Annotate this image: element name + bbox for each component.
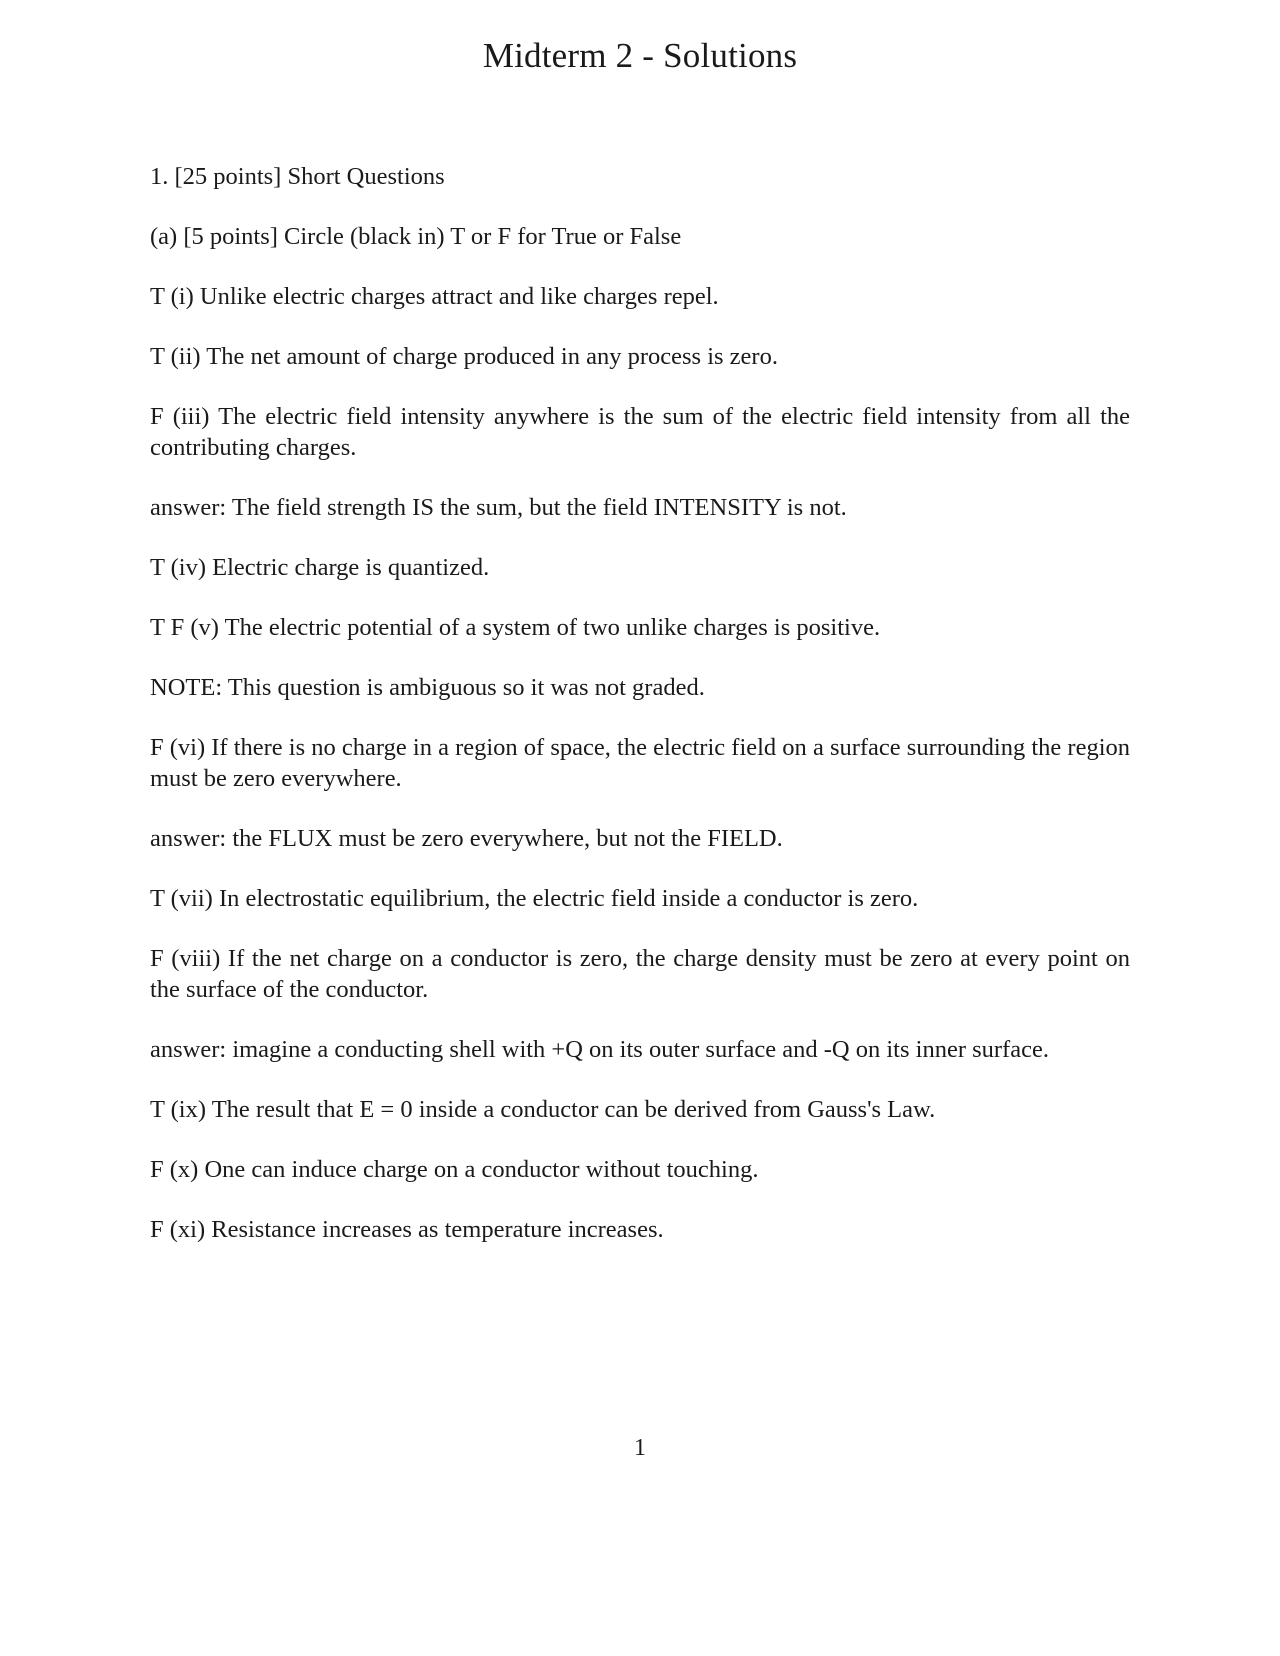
statement-i: T (i) Unlike electric charges attract and like charges repel.: [150, 283, 719, 310]
answer-viii: answer: imagine a conducting shell with +Q on its outer surface and -Q on its inner surface.: [150, 1036, 1049, 1063]
part-heading: (a) [5 points] Circle (black in) T or F for True or False: [150, 223, 682, 250]
page-number: 1: [634, 1435, 646, 1461]
document-body: [150, 161, 1130, 1274]
statement-viii: F (viii) If the net charge on a conductor is zero, the charge density must be zero at every point on the surface of the conductor.: [150, 945, 1130, 1003]
question-heading: 1. [25 points] Short Questions: [150, 163, 445, 190]
statement-iv: T (iv) Electric charge is quantized.: [150, 554, 490, 581]
page-title: Midterm 2 - Solutions: [482, 36, 798, 75]
statement-v: T F (v) The electric potential of a system of two unlike charges is positive.: [150, 614, 881, 641]
statement-iii: F (iii) The electric field intensity anywhere is the sum of the electric field intensity from all the contributing charges.: [150, 403, 1130, 461]
answer-iii: answer: The field strength IS the sum, but the field INTENSITY is not.: [150, 494, 847, 521]
note-v: NOTE: This question is ambiguous so it was not graded.: [150, 674, 705, 701]
statement-xi: F (xi) Resistance increases as temperature increases.: [150, 1216, 664, 1243]
answer-vi: answer: the FLUX must be zero everywhere, but not the FIELD.: [150, 825, 783, 852]
statement-vii: T (vii) In electrostatic equilibrium, the electric field inside a conductor is zero.: [150, 885, 919, 912]
statement-ix: T (ix) The result that E = 0 inside a conductor can be derived from Gauss's Law.: [150, 1096, 936, 1123]
statement-vi: F (vi) If there is no charge in a region of space, the electric field on a surface surrounding the region must be zero everywhere.: [150, 734, 1130, 792]
statement-ii: T (ii) The net amount of charge produced in any process is zero.: [150, 343, 778, 370]
statement-x: F (x) One can induce charge on a conductor without touching.: [150, 1156, 759, 1183]
